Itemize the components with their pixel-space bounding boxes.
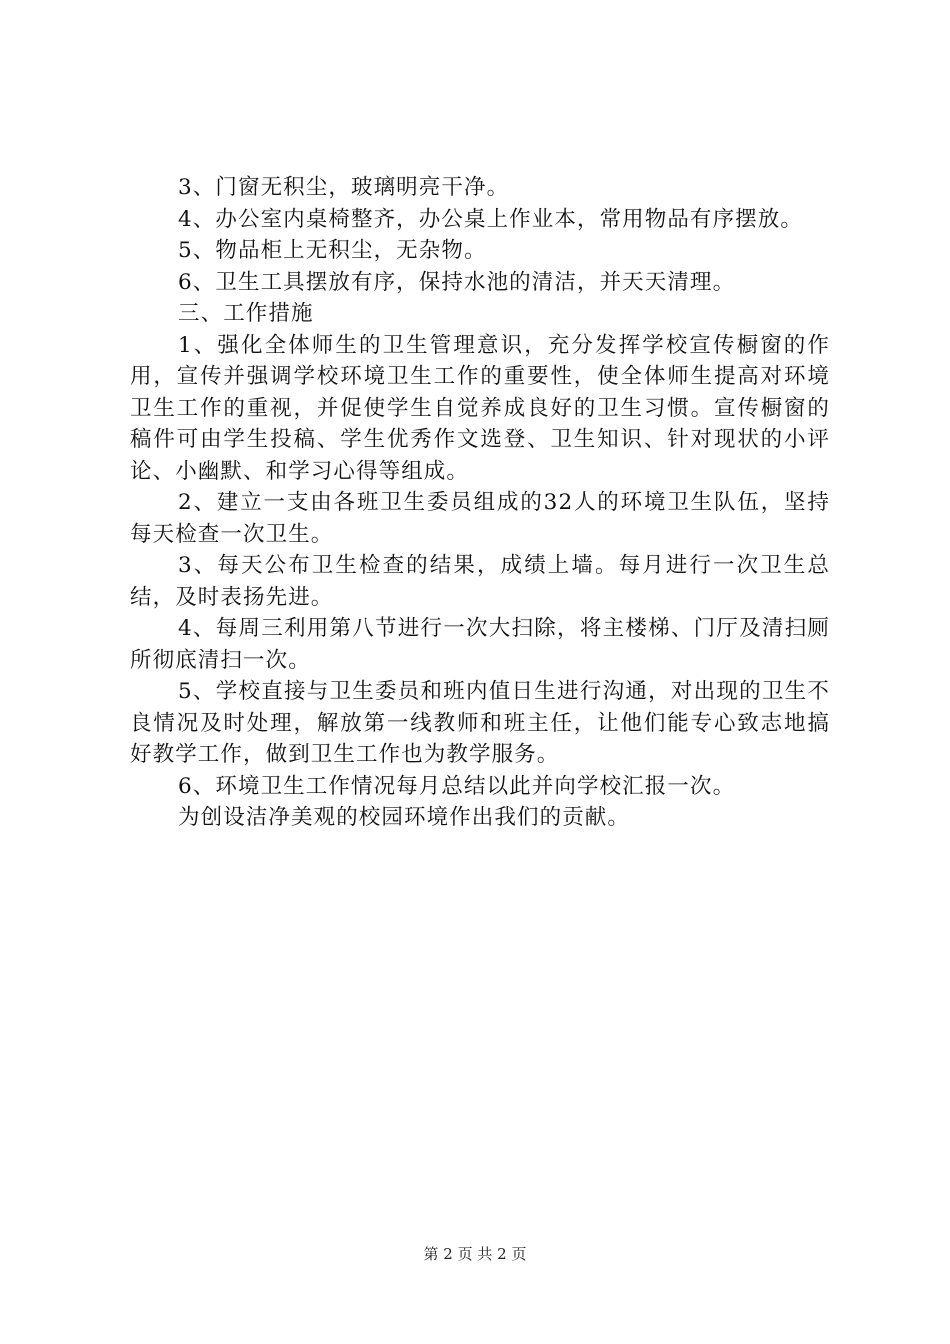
- closing-paragraph: 为创设洁净美观的校园环境作出我们的贡献。: [178, 805, 631, 830]
- paragraph-measure-1: 1、强化全体师生的卫生管理意识，充分发挥学校宣传橱窗的作用，宣传并强调学校环境卫生工作的重要性，使全体师生提高对环境卫生工作的重视，并促使学生自觉养成良好的卫生习惯。宣传橱窗的稿件可由学生投稿、学生优秀作文选登、卫生知识、针对现状的小评论、小幽默、和学习心得等组成。: [130, 332, 830, 484]
- paragraph-measure-5: 5、学校直接与卫生委员和班内值日生进行沟通，对出现的卫生不良情况及时处理，解放第一线教师和班主任，让他们能专心致志地搞好教学工作，做到卫生工作也为教学服务。: [130, 679, 830, 767]
- section-heading-work-measures: 三、工作措施: [178, 301, 314, 326]
- paragraph-item-3-windows: 3、门窗无积尘，玻璃明亮干净。: [178, 175, 510, 200]
- paragraph-item-6-tools: 6、卫生工具摆放有序，保持水池的清洁，并天天清理。: [178, 269, 736, 295]
- paragraph-item-4-office: 4、办公室内桌椅整齐，办公桌上作业本，常用物品有序摆放。: [178, 206, 803, 232]
- paragraph-item-5-cabinet: 5、物品柜上无积尘，无杂物。: [178, 238, 487, 263]
- paragraph-measure-4: 4、每周三利用第八节进行一次大扫除，将主楼梯、门厅及清扫厕所彻底清扫一次。: [130, 616, 830, 673]
- page-number-footer: 第 2 页 共 2 页: [423, 1245, 527, 1263]
- document-body: [130, 172, 830, 834]
- paragraph-measure-2: 2、建立一支由各班卫生委员组成的32人的环境卫生队伍，坚持每天检查一次卫生。: [130, 490, 830, 547]
- paragraph-measure-6: 6、环境卫生工作情况每月总结以此并向学校汇报一次。: [178, 773, 736, 799]
- paragraph-measure-3: 3、每天公布卫生检查的结果，成绩上墙。每月进行一次卫生总结，及时表扬先进。: [130, 553, 830, 610]
